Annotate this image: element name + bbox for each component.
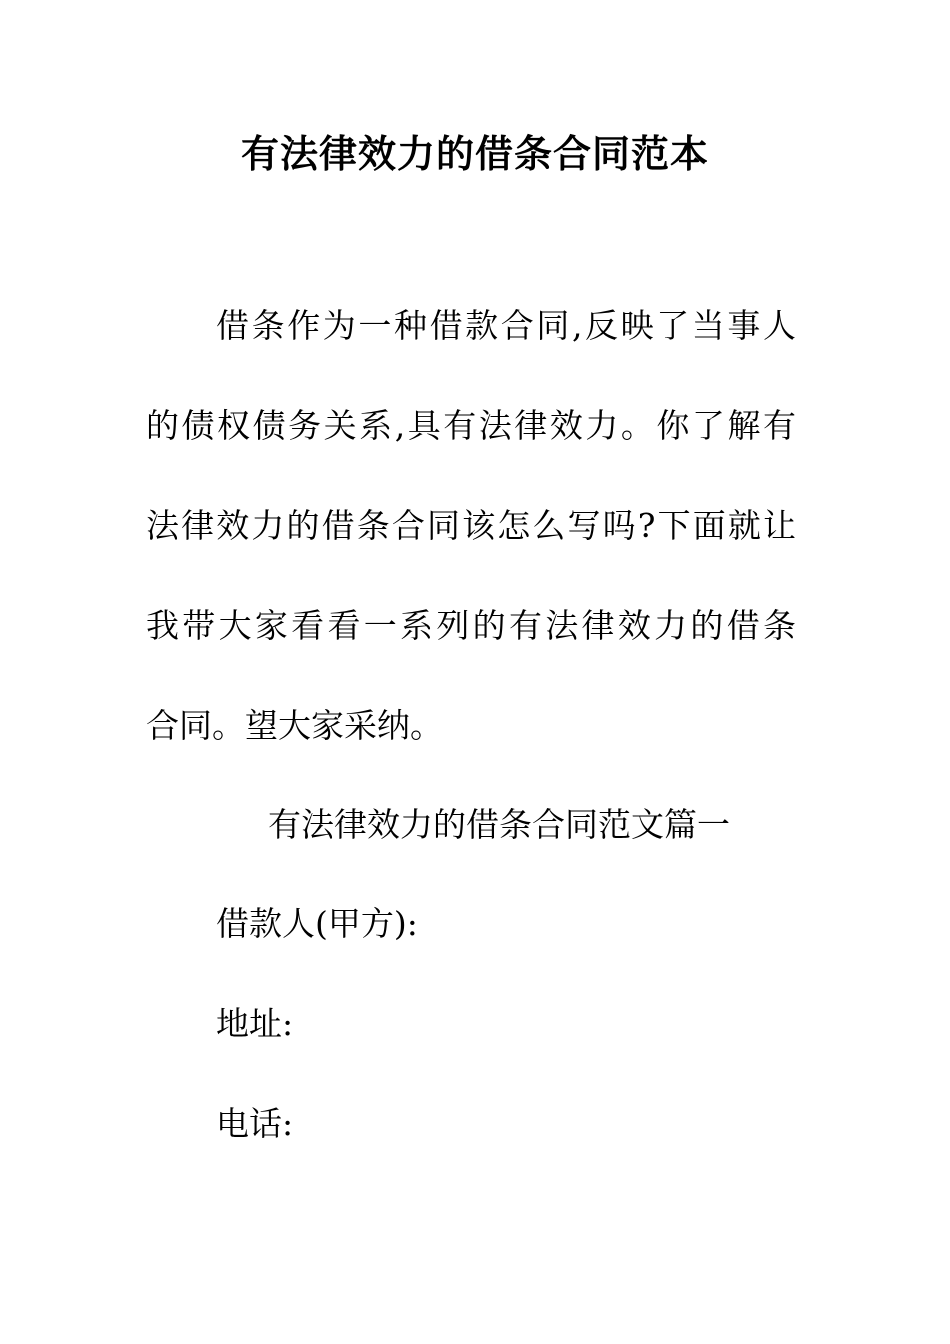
intro-line-2: 的债权债务关系,具有法律效力。你了解有: [146, 406, 796, 445]
address-field-label: 地址:: [216, 1004, 294, 1043]
intro-line-1: 借条作为一种借款合同,反映了当事人: [216, 306, 796, 345]
intro-line-5: 合同。望大家采纳。: [146, 706, 443, 745]
intro-line-4: 我带大家看看一系列的有法律效力的借条: [146, 606, 796, 645]
document-title: 有法律效力的借条合同范本: [240, 131, 709, 176]
section-heading: 有法律效力的借条合同范文篇一: [268, 805, 730, 844]
phone-field-label: 电话:: [216, 1104, 294, 1143]
borrower-field-label: 借款人(甲方):: [216, 904, 418, 943]
intro-line-3: 法律效力的借条合同该怎么写吗?下面就让: [146, 506, 796, 545]
